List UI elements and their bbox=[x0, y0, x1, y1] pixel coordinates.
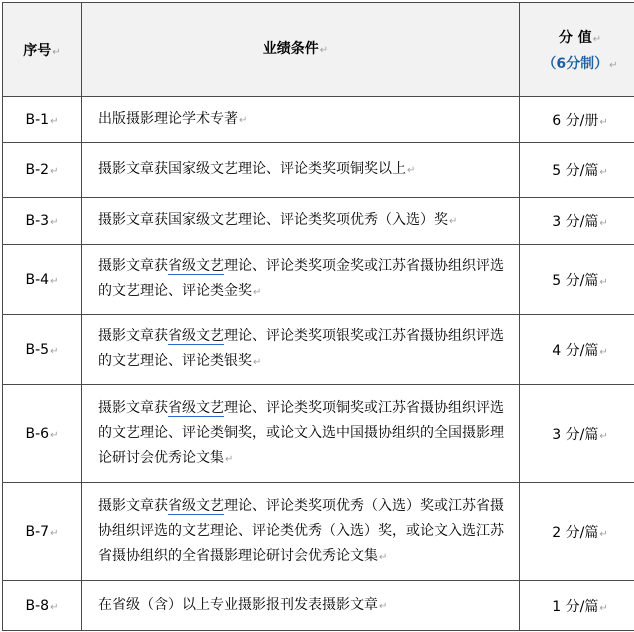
score-table bbox=[2, 2, 634, 631]
header-score: 分 值↵ （6分制）↵ bbox=[520, 3, 634, 97]
row-score: 5 分/篇↵ bbox=[520, 143, 634, 198]
row-condition: 出版摄影理论学术专著↵ bbox=[82, 97, 520, 143]
table-row bbox=[3, 385, 634, 483]
row-id: B-5↵ bbox=[3, 315, 82, 385]
row-score: 5 分/篇↵ bbox=[520, 245, 634, 315]
table-row bbox=[3, 198, 634, 245]
row-score: 2 分/篇↵ bbox=[520, 483, 634, 581]
table-row bbox=[3, 581, 634, 631]
row-id: B-2↵ bbox=[3, 143, 82, 198]
row-score: 3 分/篇↵ bbox=[520, 385, 634, 483]
header-id: 序号↵ bbox=[3, 3, 82, 97]
row-id: B-1↵ bbox=[3, 97, 82, 143]
row-id: B-3↵ bbox=[3, 198, 82, 245]
row-condition: 摄影文章获国家级文艺理论、评论类奖项铜奖以上↵ bbox=[82, 143, 520, 198]
table-row bbox=[3, 483, 634, 581]
row-score: 6 分/册↵ bbox=[520, 97, 634, 143]
table-row bbox=[3, 245, 634, 315]
row-condition: 摄影文章获省级文艺理论、评论类奖项银奖或江苏省摄协组织评选的文艺理论、评论类银奖↵ bbox=[82, 315, 520, 385]
row-score: 1 分/篇↵ bbox=[520, 581, 634, 631]
table-row bbox=[3, 97, 634, 143]
row-id: B-8↵ bbox=[3, 581, 82, 631]
header-condition: 业绩条件↵ bbox=[82, 3, 520, 97]
row-id: B-4↵ bbox=[3, 245, 82, 315]
row-id: B-7↵ bbox=[3, 483, 82, 581]
row-score: 3 分/篇↵ bbox=[520, 198, 634, 245]
row-condition: 摄影文章获省级文艺理论、评论类奖项优秀（入选）奖或江苏省摄协组织评选的文艺理论、评论类优秀（入选）奖，或论文入选江苏省摄协组织的全省摄影理论研讨会优秀论文集↵ bbox=[82, 483, 520, 581]
row-score: 4 分/篇↵ bbox=[520, 315, 634, 385]
row-condition: 摄影文章获省级文艺理论、评论类奖项金奖或江苏省摄协组织评选的文艺理论、评论类金奖↵ bbox=[82, 245, 520, 315]
row-condition: 摄影文章获国家级文艺理论、评论类奖项优秀（入选）奖↵ bbox=[82, 198, 520, 245]
row-condition: 在省级（含）以上专业摄影报刊发表摄影文章↵ bbox=[82, 581, 520, 631]
header-row bbox=[3, 3, 634, 97]
table-row bbox=[3, 315, 634, 385]
row-condition: 摄影文章获省级文艺理论、评论类奖项铜奖或江苏省摄协组织评选的文艺理论、评论类铜奖，或论文入选中国摄协组织的全国摄影理论研讨会优秀论文集↵ bbox=[82, 385, 520, 483]
table-row bbox=[3, 143, 634, 198]
row-id: B-6↵ bbox=[3, 385, 82, 483]
